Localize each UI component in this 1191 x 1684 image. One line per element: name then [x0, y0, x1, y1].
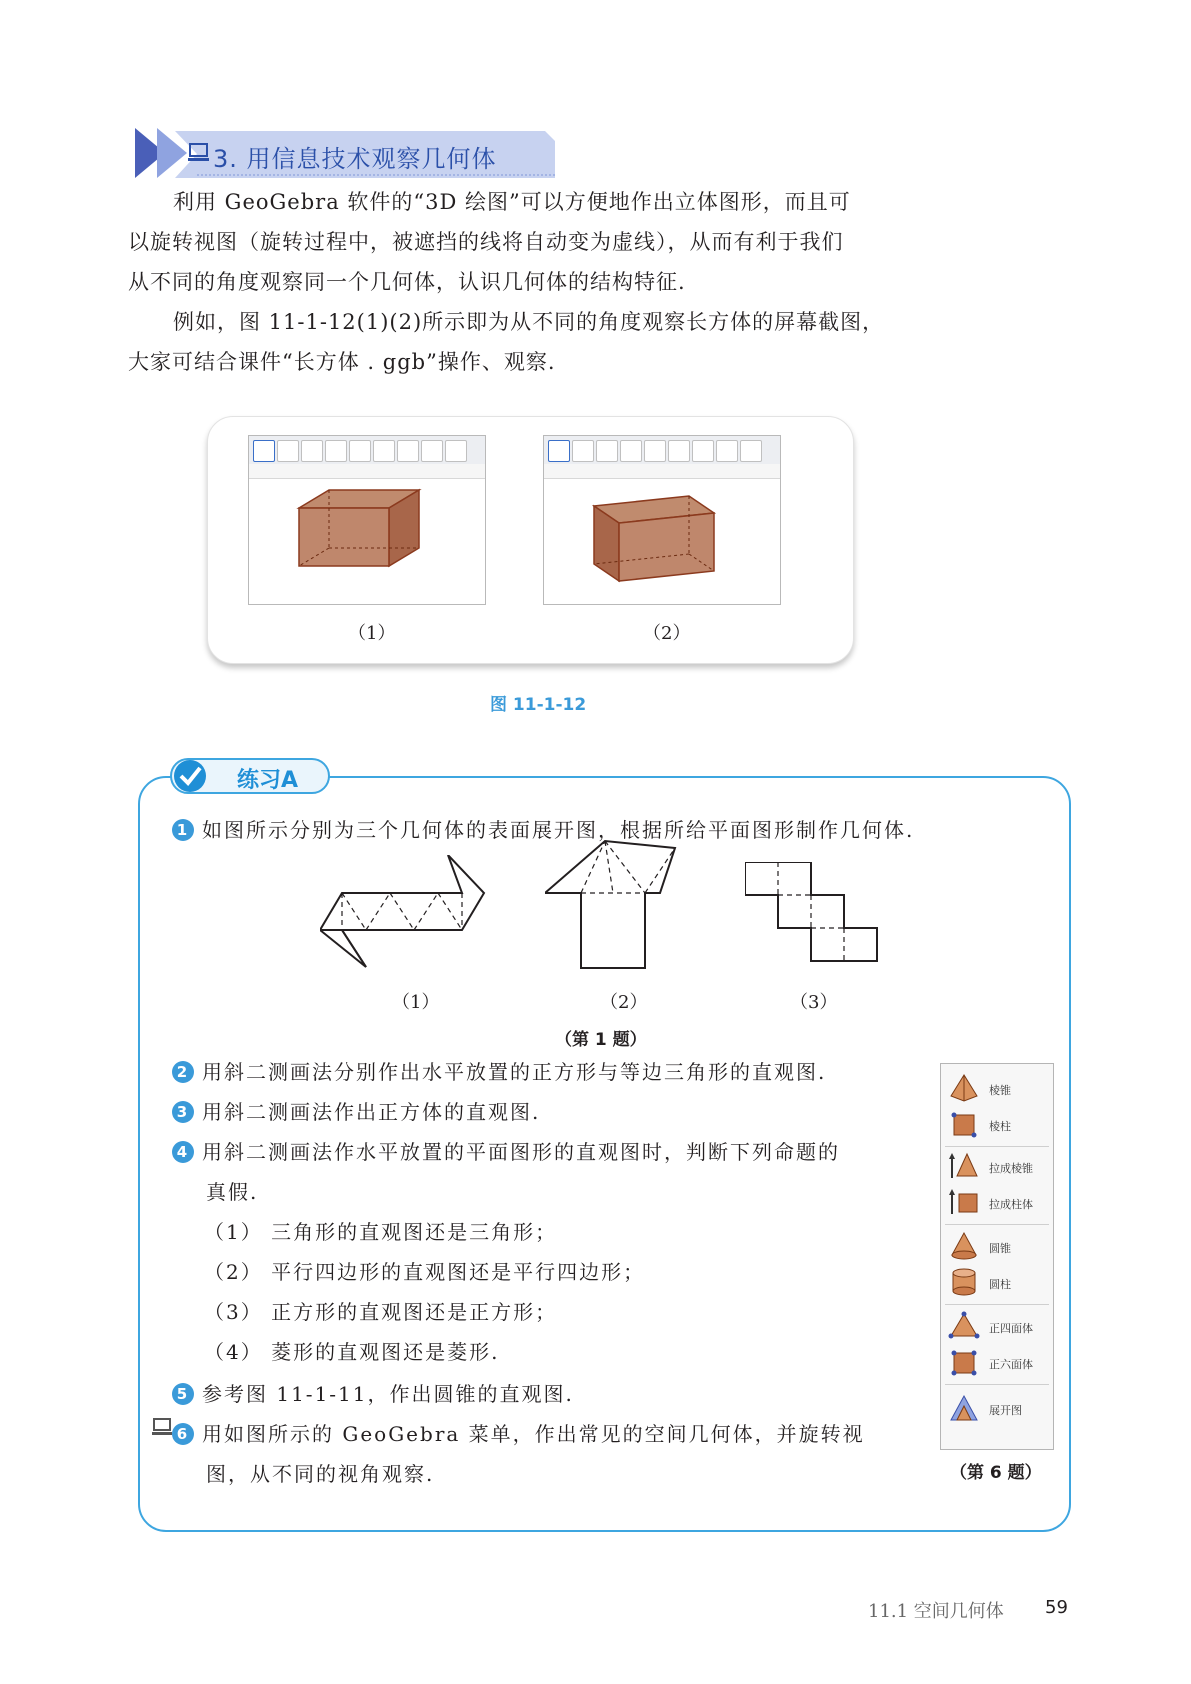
line-tool-icon: [596, 440, 618, 462]
figure-label: 图 11-1-12: [490, 695, 587, 715]
net-3-diagram: [745, 862, 880, 972]
figure-panel: [207, 416, 854, 664]
menu-label-tetrahedron[interactable]: 正四面体: [989, 1322, 1033, 1335]
question-3: [172, 1092, 540, 1132]
question-text: 用斜二测画法分别作出水平放置的正方形与等边三角形的直观图.: [202, 1060, 827, 1084]
cylinder-icon[interactable]: [947, 1266, 981, 1298]
question-number: 3: [172, 1101, 194, 1123]
prism-icon[interactable]: [947, 1108, 981, 1140]
perpendicular-tool-icon: [325, 440, 347, 462]
polygon-tool-icon: [644, 440, 666, 462]
menu-label-net[interactable]: 展开图: [989, 1404, 1022, 1417]
circle-tool-icon: [373, 440, 395, 462]
question-4-item-4: （4） 菱形的直观图还是菱形.: [204, 1340, 500, 1364]
menu-label-extrude-prism[interactable]: 拉成柱体: [989, 1198, 1033, 1211]
select-tool-icon: [548, 440, 570, 462]
menu-label-cube[interactable]: 正六面体: [989, 1358, 1033, 1371]
question-number: 6: [172, 1423, 194, 1445]
question-4: [172, 1132, 840, 1172]
question-4-item-1: （1） 三角形的直观图还是三角形；: [204, 1220, 558, 1244]
question-text: 如图所示分别为三个几何体的表面展开图，根据所给平面图形制作几何体.: [202, 818, 915, 842]
computer-icon: [152, 1418, 174, 1436]
geogebra-solids-menu: [940, 1063, 1054, 1450]
net-caption-2: （2）: [600, 992, 648, 1013]
geogebra-screenshot-1: [248, 435, 486, 605]
line-tool-icon: [301, 440, 323, 462]
menu-label-pyramid[interactable]: 棱锥: [989, 1084, 1011, 1097]
net-caption-3: （3）: [790, 992, 838, 1013]
question-text: 用斜二测画法作出正方体的直观图.: [202, 1100, 541, 1124]
question-text: 用斜二测画法作水平放置的平面图形的直观图时，判断下列命题的: [202, 1140, 840, 1164]
section-title: 3. 用信息技术观察几何体: [213, 145, 497, 173]
question-5: [172, 1374, 574, 1414]
cube-icon[interactable]: [947, 1346, 981, 1378]
page-number: 59: [1045, 1597, 1068, 1618]
question-text: 用如图所示的 GeoGebra 菜单，作出常见的空间几何体，并旋转视: [202, 1422, 865, 1446]
question-6-continuation: 图，从不同的视角观察.: [206, 1462, 435, 1486]
net-1-diagram: [320, 855, 500, 975]
perpendicular-tool-icon: [620, 440, 642, 462]
cuboid-view-1: [249, 478, 485, 604]
extrude-prism-icon[interactable]: [947, 1186, 981, 1218]
point-tool-icon: [277, 440, 299, 462]
paragraph-line-2: 以旋转视图（旋转过程中，被遮挡的线将自动变为虚线），从而有利于我们: [128, 230, 844, 254]
net-caption-1: （1）: [392, 992, 440, 1013]
solid-tool-icon: [716, 440, 738, 462]
sphere-tool-icon: [445, 440, 467, 462]
question-number: 4: [172, 1141, 194, 1163]
sphere-tool-icon: [740, 440, 762, 462]
menu-figure-label: （第 6 题）: [950, 1463, 1042, 1483]
menu-label-cylinder[interactable]: 圆柱: [989, 1278, 1011, 1291]
paragraph-line-1: 利用 GeoGebra 软件的“3D 绘图”可以方便地作出立体图形，而且可: [173, 190, 851, 214]
cone-icon[interactable]: [947, 1230, 981, 1262]
polygon-tool-icon: [349, 440, 371, 462]
point-tool-icon: [572, 440, 594, 462]
question-4-continuation: 真假.: [206, 1180, 259, 1204]
question-number: 1: [172, 819, 194, 841]
circle-tool-icon: [668, 440, 690, 462]
question-4-item-2: （2） 平行四边形的直观图还是平行四边形；: [204, 1260, 646, 1284]
solid-tool-icon: [421, 440, 443, 462]
net-icon[interactable]: [947, 1392, 981, 1424]
paragraph-line-4: 例如，图 11-1-12(1)(2)所示即为从不同的角度观察长方体的屏幕截图，: [173, 310, 885, 334]
tetrahedron-icon[interactable]: [947, 1310, 981, 1342]
footer-section: 11.1 空间几何体: [868, 1601, 1004, 1622]
menu-label-extrude-pyramid[interactable]: 拉成棱锥: [989, 1162, 1033, 1175]
plane-tool-icon: [397, 440, 419, 462]
net-2-diagram: [545, 838, 680, 978]
menu-label-cone[interactable]: 圆锥: [989, 1242, 1011, 1255]
plane-tool-icon: [692, 440, 714, 462]
question-4-item-3: （3） 正方形的直观图还是正方形；: [204, 1300, 558, 1324]
figure-caption-1: （1）: [348, 623, 396, 644]
menu-label-prism[interactable]: 棱柱: [989, 1120, 1011, 1133]
question-text: 参考图 11-1-11，作出圆锥的直观图.: [202, 1382, 574, 1406]
geogebra-screenshot-2: [543, 435, 781, 605]
question-number: 2: [172, 1061, 194, 1083]
select-tool-icon: [253, 440, 275, 462]
question-1: [172, 810, 914, 850]
net-figure-label: （第 1 题）: [555, 1030, 647, 1050]
question-number: 5: [172, 1383, 194, 1405]
computer-icon: [188, 143, 210, 163]
question-2: [172, 1052, 826, 1092]
figure-caption-2: （2）: [643, 623, 691, 644]
exercise-title: 练习A: [237, 768, 299, 793]
question-6: [172, 1414, 865, 1454]
paragraph-line-3: 从不同的角度观察同一个几何体，认识几何体的结构特征.: [128, 270, 686, 294]
extrude-pyramid-icon[interactable]: [947, 1150, 981, 1182]
paragraph-line-5: 大家可结合课件“长方体 . ggb”操作、观察.: [128, 350, 556, 374]
pyramid-icon[interactable]: [947, 1072, 981, 1104]
cuboid-view-2: [544, 478, 780, 604]
